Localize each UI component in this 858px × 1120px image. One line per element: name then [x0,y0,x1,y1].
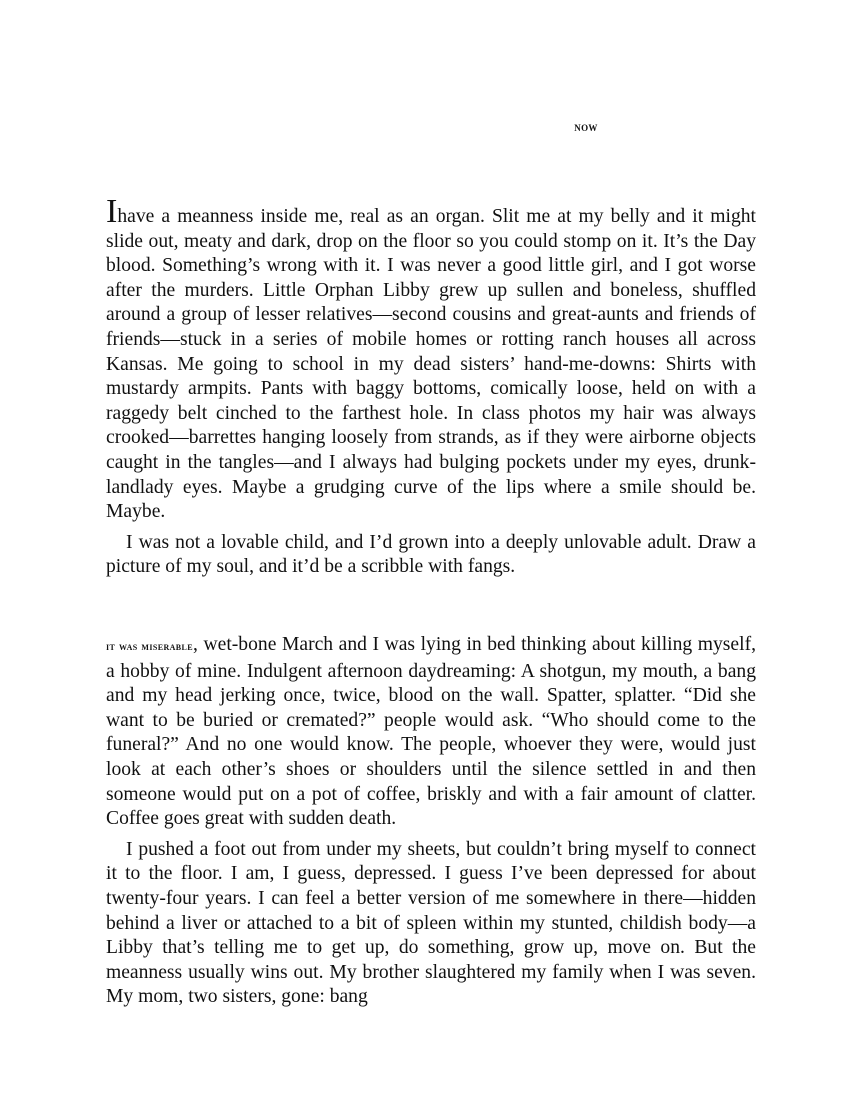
section-1-paragraph-1 [106,193,756,525]
section-2 [106,633,756,1010]
section-2-paragraph-2: I pushed a foot out from under my sheets, but couldn’t bring myself to connect it to the floor. I am, I guess, depressed. I guess I’ve been depressed for about twenty-four years. I can feel a better version of me somewhere in there—hidden behind a liver or attached to a bit of spleen within my stunted, childish body—a Libby that’s telling me to get up, do something, grow up, move on. But the meanness usually wins out. My brother slaughtered my family when I was seven. My mom, two sisters, gone: bang [106,838,756,1008]
chapter-heading: NOW [574,123,598,133]
small-caps-lead-in: it was miserable [106,641,194,653]
section-1-paragraph-1-text: have a meanness inside me, real as an organ. Slit me at my belly and it might slide out, meaty and dark, drop on the floor so you could stomp on it. It’s the Day blood. Something’s wrong with it. I was never a good little girl, and I got worse after the murders. Little Orphan Libby grew up sullen and boneless, shuffled around a group of lesser relatives—second cousins and great-aunts and friends of friends—stuck in a series of mobile homes or rotting ranch houses all across Kansas. Me going to school in my dead sisters’ hand-me-downs: Shirts with mustardy armpits. Pants with baggy bottoms, comically loose, held on with a raggedy belt cinched to the farthest hole. In class photos my hair was always crooked—barrettes hanging loosely from strands, as if they were airborne objects caught in the tangles—and I always had bulging pockets under my eyes, drunk-landlady eyes. Maybe a grudging curve of the lips where a smile should be. Maybe. [106,206,756,523]
section-1-paragraph-2: I was not a lovable child, and I’d grown into a deeply unlovable adult. Draw a picture of my soul, and it’d be a scribble with fangs. [106,531,756,578]
section-2-paragraph-1 [106,633,756,832]
section-1 [106,193,756,580]
section-2-paragraph-1-text: , wet-bone March and I was lying in bed thinking about killing myself, a hobby of mine. Indulgent afternoon daydreaming: A shotgun, my mouth, a bang and my head jerking once, twice, blood on the wall. Spatter, splatter. “Did she want to be buried or cremated?” people would ask. “Who should come to the funeral?” And no one would know. The people, whoever they were, would just look at each other’s shoes or shoulders until the silence settled in and then someone would put on a pot of coffee, briskly and with a fair amount of clatter. Coffee goes great with sudden death. [106,634,757,830]
drop-cap: I [106,193,118,230]
